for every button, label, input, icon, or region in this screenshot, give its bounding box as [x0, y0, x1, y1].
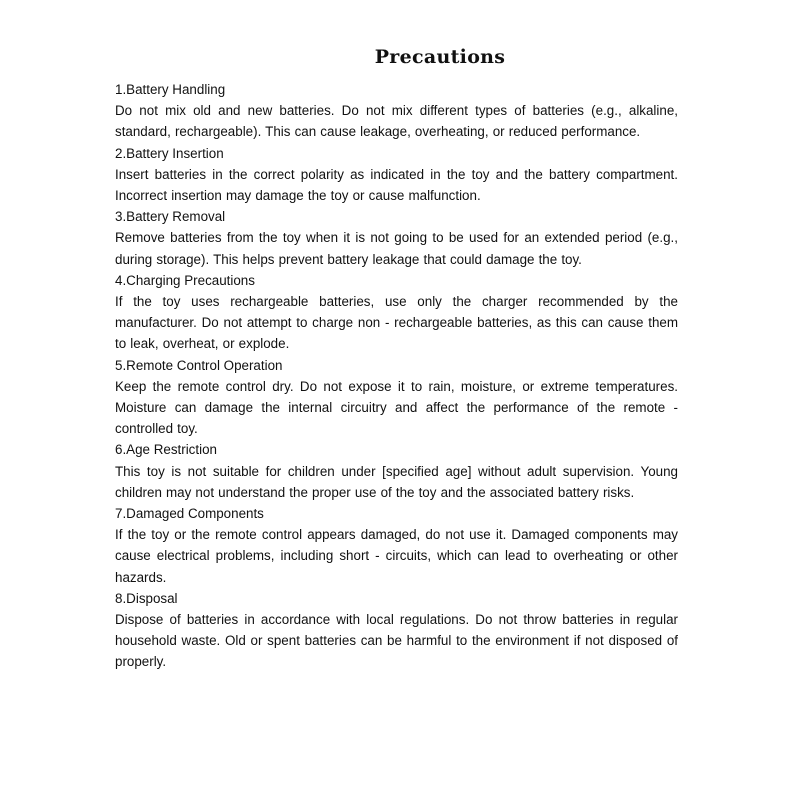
section-battery-removal: [115, 206, 678, 270]
section-body: This toy is not suitable for children under [specified age] without adult supervision. Young children may not understand the proper use of the toy and the associated battery risks.: [115, 463, 678, 500]
section-heading: 6.Age Restriction: [115, 442, 217, 458]
section-body: Do not mix old and new batteries. Do not mix different types of batteries (e.g., alkaline, standard, rechargeable). This can cause leakage, overheating, or reduced performance.: [115, 103, 678, 140]
section-heading: 7.Damaged Components: [115, 506, 264, 522]
section-body: If the toy uses rechargeable batteries, use only the charger recommended by the manufacturer. Do not attempt to charge non - rechargeable batteries, as this can cause them to leak, overheat, or explode.: [115, 294, 678, 352]
section-heading: 8.Disposal: [115, 590, 178, 606]
section-charging-precautions: [115, 270, 678, 355]
section-damaged-components: [115, 503, 678, 588]
section-body: Remove batteries from the toy when it is not going to be used for an extended period (e.g., during storage). This helps prevent battery leakage that could damage the toy.: [115, 230, 678, 267]
section-heading: 1.Battery Handling: [115, 82, 226, 97]
section-battery-handling: [115, 79, 678, 143]
section-heading: 3.Battery Removal: [115, 209, 226, 225]
section-heading: 4.Charging Precautions: [115, 272, 255, 288]
section-remote-control-operation: [115, 355, 678, 440]
section-disposal: [115, 588, 678, 673]
section-body: Keep the remote control dry. Do not expose it to rain, moisture, or extreme temperatures. Moisture can damage the internal circuitry and affect the performance of the remote - controlled toy.: [115, 378, 678, 437]
section-heading: 5.Remote Control Operation: [115, 357, 283, 373]
section-body: Insert batteries in the correct polarity as indicated in the toy and the battery compartment. Incorrect insertion may damage the toy or cause malfunction.: [115, 166, 678, 204]
precautions-list: [115, 79, 678, 673]
section-body: Dispose of batteries in accordance with local regulations. Do not throw batteries in regular household waste. Old or spent batteries can be harmful to the environment if not disposed of properly.: [115, 612, 678, 670]
page-title: Precautions: [374, 46, 506, 68]
section-heading: 2.Battery Insertion: [115, 145, 224, 161]
section-age-restriction: [115, 439, 678, 503]
section-battery-insertion: [115, 143, 678, 207]
section-body: If the toy or the remote control appears damaged, do not use it. Damaged components may cause electrical problems, including short - circuits, which can lead to overheating or other hazards.: [115, 527, 678, 585]
